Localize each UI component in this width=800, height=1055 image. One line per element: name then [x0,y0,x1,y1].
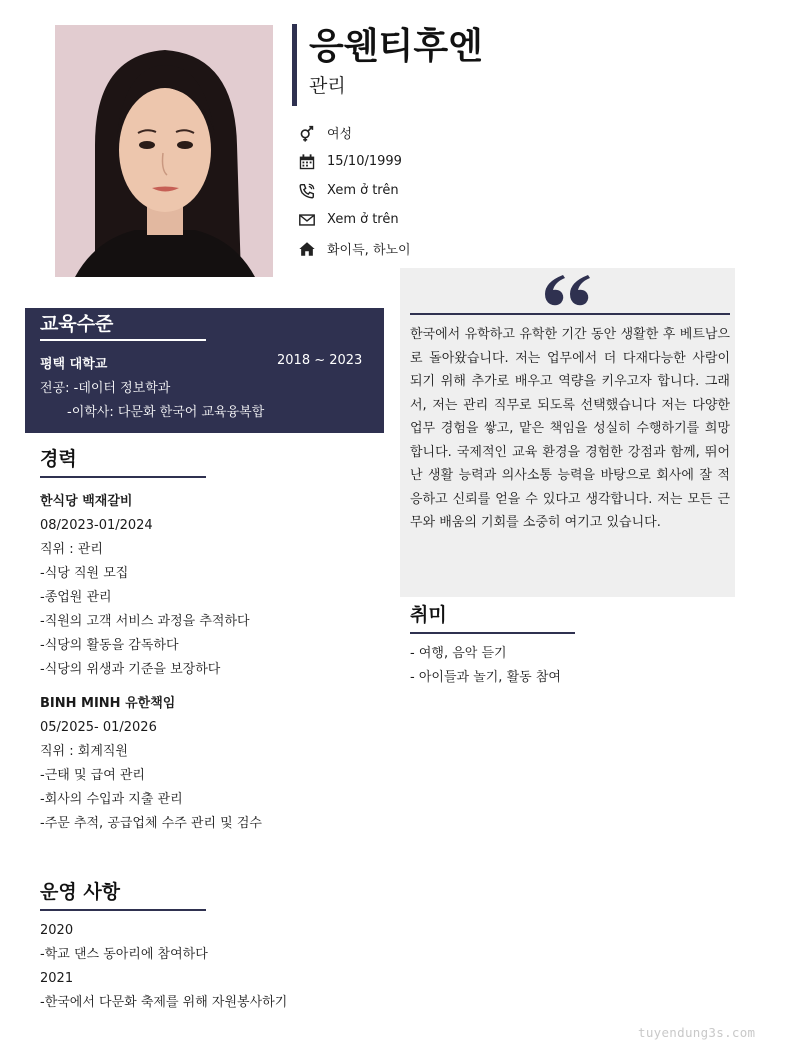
education-school: 평택 대학교 [40,357,108,372]
education-years: 2018 ~ 2023 [277,353,363,368]
contact-gender [297,118,411,147]
watermark: tuyendung3s.com [638,1025,756,1040]
contact-gender-value: 여성 [327,127,353,142]
activities-title: 운영 사항 [40,881,121,903]
job-company: 한식당 백재갈비 [40,494,133,509]
candidate-role: 관리 [309,75,346,97]
contact-email-value: Xem ở trên [327,212,399,227]
job-position: 직위 : 회계직원 [40,744,128,759]
candidate-name: 응웬티후엔 [309,26,483,67]
education-section [25,308,384,433]
summary-text: 한국에서 유학하고 유학한 기간 동안 생활한 후 베트남으로 돌아왔습니다. 저는 업무에서 더 다재다능한 사람이 되기 위해 추가로 배우고 역량을 키우고자 합니다. 그래서, 저는 관리 직무로 되도록 선택했습니다 저는 다양한 업무 경험을 쌓고, 맡은 책임을 성실히 수행하기를 희망합니다. 국제적인 교육 환경을 경험한 강점과 함께, 뛰어난 생활 능력과 의사소통 능력을 바탕으로 회사에 잘 적응하고 신뢰를 얻을 수 있다고 생각합니다. 저는 모든 근무와 배움의 기회를 소중히 여기고 있습니다. [410,327,730,530]
activity-line: -한국에서 다문화 축제를 위해 자원봉사하기 [40,995,288,1010]
activity-line: 2020 [40,923,74,938]
gender-icon [297,124,317,142]
activity-line: 2021 [40,971,74,986]
education-title: 교육수준 [40,313,114,335]
experience-section [40,446,262,836]
experience-title: 경력 [40,448,77,470]
portrait-illustration [55,25,273,277]
contact-list [297,118,411,263]
contact-address [297,234,411,263]
contact-email [297,205,411,234]
activities-section [40,879,287,1015]
contact-birthdate [297,147,411,176]
job-duty: -근태 및 급여 관리 [40,768,145,783]
job-duty: -식당의 활동을 감독하다 [40,638,179,653]
job-period: 08/2023-01/2024 [40,518,153,533]
profile-photo [55,25,273,277]
home-icon [297,240,317,258]
job-company: BINH MINH 유한책임 [40,696,176,711]
job-duty: -주문 추적, 공급업체 수주 관리 및 검수 [40,816,262,831]
job-duty: -식당 직원 모집 [40,566,129,581]
summary-quote-box [400,268,735,597]
job-position: 직위 : 관리 [40,542,103,557]
hobbies-title: 취미 [410,604,447,626]
contact-phone [297,176,411,205]
job-duty: -종업원 관리 [40,590,112,605]
activity-line: -학교 댄스 동아리에 참여하다 [40,947,208,962]
contact-phone-value: Xem ở trên [327,183,399,198]
job-duty: -식당의 위생과 기준을 보장하다 [40,662,221,677]
job-duty: -직원의 고객 서비스 과정을 추적하다 [40,614,250,629]
education-title-underline [40,339,206,341]
hobby-item: - 아이들과 놀기, 활동 참여 [410,670,561,685]
contact-address-value: 화이득, 하노이 [327,243,411,258]
header [292,24,483,106]
job-period: 05/2025- 01/2026 [40,720,157,735]
email-icon [297,211,317,229]
hobbies-section [410,602,575,690]
phone-icon [297,182,317,200]
job-duty: -회사의 수입과 지출 관리 [40,792,183,807]
quote-underline [410,313,730,315]
contact-birthdate-value: 15/10/1999 [327,154,402,169]
calendar-icon [297,153,317,171]
education-major: 전공: -데이터 정보학과 [40,381,171,396]
quote-icon [545,274,591,308]
hobby-item: - 여행, 음악 듣기 [410,646,507,661]
education-degree: -이학사: 다문화 한국어 교육융복합 [67,405,265,420]
